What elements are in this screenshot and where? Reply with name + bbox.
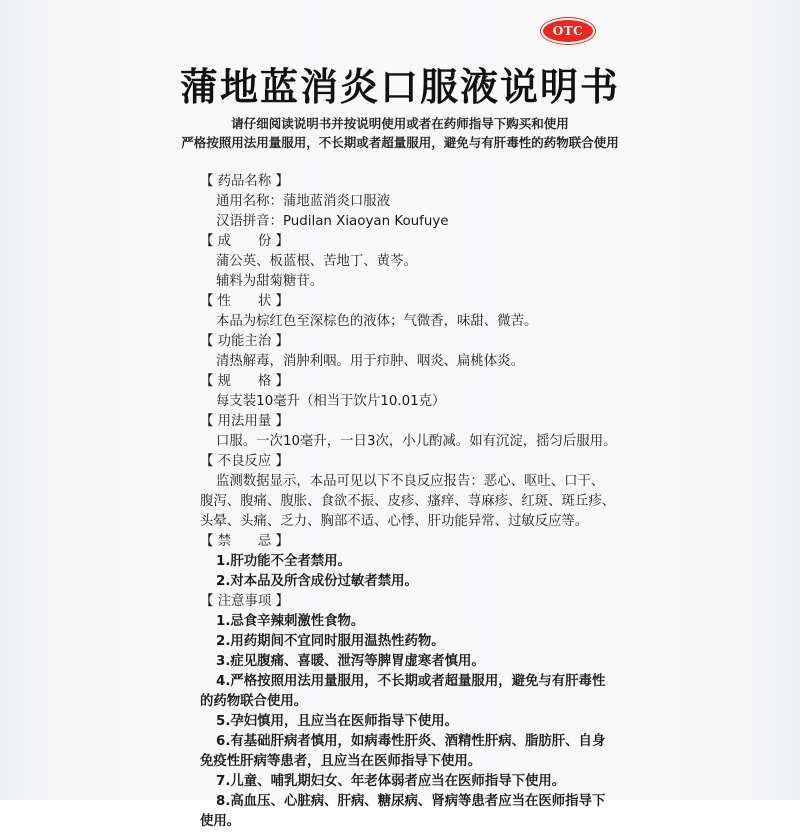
- section-text-line: 辅料为甜菊糖苷。: [216, 274, 324, 289]
- section-text-line: 汉语拼音：Pudilan Xiaoyan Koufuye: [216, 214, 449, 229]
- section-text-line: 清热解毒，消肿利咽。用于疖肿、咽炎、扁桃体炎。: [216, 354, 524, 369]
- section-text-line: 8.高血压、心脏病、肝病、糖尿病、肾病等患者应当在医师指导下: [216, 794, 606, 809]
- section-heading: 【 规 格 】: [200, 374, 289, 389]
- section-heading: 【 禁 忌 】: [200, 534, 289, 549]
- leaflet-body: [200, 172, 620, 832]
- section-text-line: 口服。一次10毫升，一日3次，小儿酌减。如有沉淀，摇匀后服用。: [216, 434, 617, 449]
- section-heading: 【 不良反应 】: [200, 454, 289, 469]
- section-text-line: 蒲公英、板蓝根、苦地丁、黄芩。: [216, 254, 417, 269]
- usage-notice: 请仔细阅读说明书并按说明使用或者在药师指导下购买和使用: [231, 116, 569, 131]
- section-text-line: 6.有基础肝病者慎用，如病毒性肝炎、酒精性肝病、脂肪肝、自身: [216, 734, 606, 749]
- safety-notice: 严格按照用法用量服用，不长期或者超量服用，避免与有肝毒性的药物联合使用: [181, 135, 619, 150]
- section-heading: 【 注意事项 】: [200, 594, 289, 609]
- section-heading: 【 成 份 】: [200, 234, 289, 249]
- section-text-line: 每支装10毫升（相当于饮片10.01克）: [216, 394, 446, 409]
- section-text-line: 1.忌食辛辣刺激性食物。: [216, 614, 365, 629]
- otc-badge: [541, 18, 595, 44]
- section-text-line: 的药物联合使用。: [200, 694, 308, 709]
- section-text-line: 通用名称：蒲地蓝消炎口服液: [216, 194, 391, 209]
- section-heading: 【 性 状 】: [200, 294, 289, 309]
- section-text-line: 本品为棕红色至深棕色的液体；气微香，味甜、微苦。: [216, 314, 538, 329]
- section-text-line: 使用。: [200, 814, 241, 829]
- section-text-line: 2.用药期间不宜同时服用温热性药物。: [216, 634, 445, 649]
- section-text-line: 免疫性肝病等患者，且应当在医师指导下使用。: [200, 754, 482, 769]
- otc-badge-label: OTC: [552, 24, 584, 38]
- section-heading: 【 用法用量 】: [200, 414, 289, 429]
- section-text-line: 5.孕妇慎用，且应当在医师指导下使用。: [216, 714, 459, 729]
- section-text-line: 头晕、头痛、乏力、胸部不适、心悸、肝功能异常、过敏反应等。: [200, 514, 589, 529]
- document-title: 蒲地蓝消炎口服液说明书: [179, 65, 620, 109]
- section-text-line: 腹泻、腹痛、腹胀、食欲不振、皮疹、瘙痒、荨麻疹、红斑、斑丘疹、: [200, 494, 616, 509]
- section-heading: 【 功能主治 】: [200, 334, 289, 349]
- section-heading: 【 药品名称 】: [200, 174, 289, 189]
- section-text-line: 7.儿童、哺乳期妇女、年老体弱者应当在医师指导下使用。: [216, 774, 566, 789]
- section-text-line: 3.症见腹痛、喜暖、泄泻等脾胃虚寒者慎用。: [216, 654, 485, 669]
- section-text-line: 4.严格按照用法用量服用，不长期或者超量服用，避免与有肝毒性: [216, 674, 606, 689]
- section-text-line: 2.对本品及所含成份过敏者禁用。: [216, 574, 418, 589]
- section-text-line: 监测数据显示，本品可见以下不良反应报告：恶心、呕吐、口干、: [216, 474, 605, 489]
- section-text-line: 1.肝功能不全者禁用。: [216, 554, 351, 569]
